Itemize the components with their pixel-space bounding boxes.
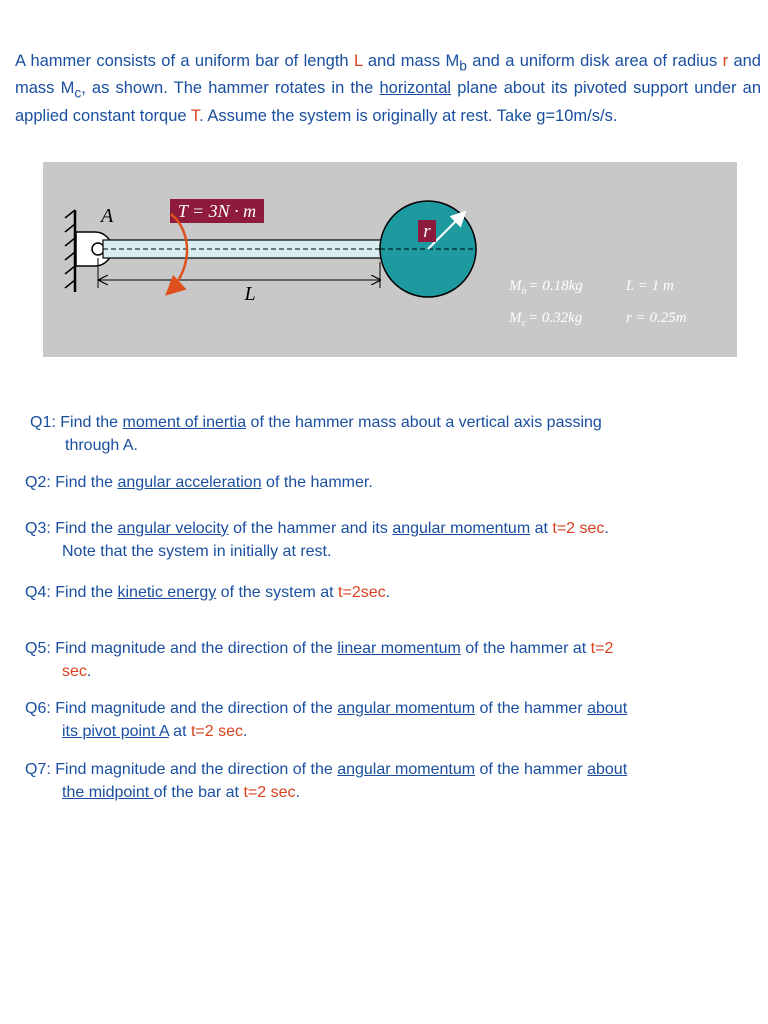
time-value: t=2 sec <box>243 784 296 801</box>
var-Mc-subscript: c <box>74 85 82 101</box>
question-text: of the hammer at <box>460 640 591 657</box>
time-value: t=2 <box>590 640 614 657</box>
question-text: . <box>243 723 248 740</box>
time-value: t=2 sec <box>552 520 605 537</box>
parameters <box>508 278 687 329</box>
question-number: Q4: <box>25 584 56 601</box>
question-text: of the hammer. <box>261 474 373 491</box>
time-value: t=2 sec <box>190 723 243 740</box>
question-number: Q5: <box>25 640 56 657</box>
var-Mb-subscript: b <box>459 58 467 74</box>
question-text: through A. <box>65 437 138 454</box>
var-r: r <box>722 52 729 70</box>
pivot-label: A <box>101 205 114 227</box>
time-value: sec <box>62 663 87 680</box>
question-5 <box>25 637 613 683</box>
var-T: T <box>190 106 200 125</box>
link-angular-acceleration[interactable]: angular acceleration <box>117 474 262 491</box>
length-label: L <box>244 283 256 305</box>
link-angular-momentum[interactable]: angular momentum <box>392 520 531 537</box>
question-text: . <box>385 584 391 601</box>
question-text: of the hammer and its <box>228 520 393 537</box>
question-text: Note that the system in initially at rest. <box>62 543 332 560</box>
question-number: Q1: <box>30 414 61 431</box>
link-angular-velocity[interactable]: angular velocity <box>117 520 229 537</box>
question-text: of the hammer mass about a vertical axis passing <box>246 414 602 431</box>
torque-label: T = 3N · m <box>177 201 257 221</box>
question-1 <box>30 411 602 457</box>
question-text: of the hammer <box>475 700 588 717</box>
intro-text: . Assume the system is originally at rest. Take g=10m/s/s. <box>199 106 618 125</box>
question-text: of the bar at <box>153 784 244 801</box>
link-about[interactable]: about <box>587 700 628 717</box>
question-text: . <box>86 663 92 680</box>
question-text: at <box>530 520 553 537</box>
question-text: Find magnitude and the direction of the <box>55 700 338 717</box>
question-text: Find magnitude and the direction of the <box>55 640 338 657</box>
question-text: Find the <box>55 520 118 537</box>
question-2 <box>25 471 373 494</box>
question-text: Find magnitude and the direction of the <box>55 761 338 778</box>
param-r: r = 0.25m <box>626 310 687 326</box>
question-text: Find the <box>60 414 123 431</box>
question-text: . <box>604 520 609 537</box>
var-Mb: M <box>445 52 460 70</box>
question-number: Q6: <box>25 700 56 717</box>
link-midpoint[interactable]: the midpoint <box>62 784 154 801</box>
question-6 <box>25 697 627 743</box>
intro-text: A hammer consists of a uniform bar of length <box>15 52 354 70</box>
param-mb: $M_b = 0.18kg$ <box>509 278 583 297</box>
link-moment-of-inertia[interactable]: moment of inertia <box>122 414 247 431</box>
link-about[interactable]: about <box>587 761 628 778</box>
hammer-diagram-svg <box>43 162 737 357</box>
param-L: L = 1 m <box>626 278 674 294</box>
link-linear-momentum[interactable]: linear momentum <box>337 640 461 657</box>
question-4 <box>25 581 390 604</box>
question-number: Q3: <box>25 520 56 537</box>
pivot-pin <box>92 243 104 255</box>
question-text: . <box>295 784 300 801</box>
radius-label: r <box>423 221 431 242</box>
horizontal-link[interactable]: horizontal <box>379 79 452 98</box>
intro-text: plane about its pivoted support under an applied constant torque <box>15 79 761 125</box>
link-pivot-point[interactable]: its pivot point A <box>62 723 169 740</box>
link-angular-momentum[interactable]: angular momentum <box>337 761 476 778</box>
time-value: t=2sec <box>338 584 386 601</box>
question-3 <box>25 517 609 563</box>
question-text: of the hammer <box>475 761 588 778</box>
question-7 <box>25 758 627 804</box>
question-text: Find the <box>55 474 118 491</box>
wall-support <box>65 210 75 292</box>
problem-statement <box>15 50 761 128</box>
link-angular-momentum[interactable]: angular momentum <box>337 700 476 717</box>
question-number: Q7: <box>25 761 56 778</box>
var-Mc: M <box>60 79 75 98</box>
intro-text: and a uniform disk area of radius <box>466 52 723 70</box>
intro-text: and mass <box>362 52 446 70</box>
hammer-diagram <box>43 162 737 357</box>
intro-text: and mass <box>15 52 761 98</box>
question-number: Q2: <box>25 474 56 491</box>
question-text: of the system at <box>216 584 339 601</box>
link-kinetic-energy[interactable]: kinetic energy <box>117 584 217 601</box>
question-text: Find the <box>55 584 118 601</box>
question-text: at <box>168 723 191 740</box>
var-L: L <box>353 52 363 70</box>
param-mc: $M_c = 0.32kg$ <box>509 310 583 329</box>
intro-text: , as shown. The hammer rotates in the <box>81 79 380 98</box>
